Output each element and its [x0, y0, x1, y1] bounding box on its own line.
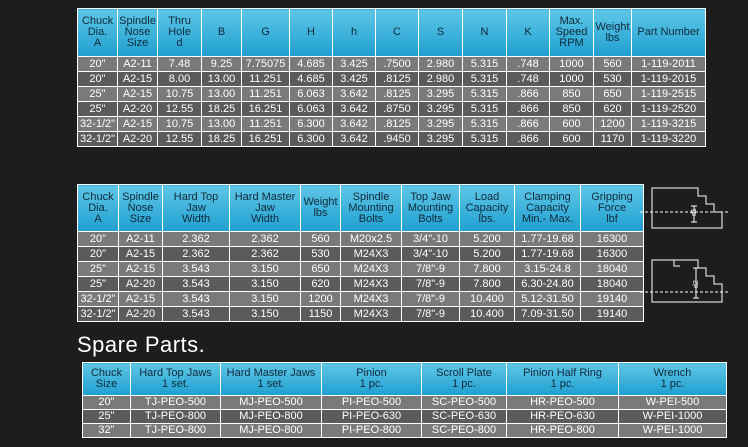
table-cell: 7.800 — [460, 277, 515, 292]
table-cell: 32-1/2" — [78, 292, 119, 307]
table-cell: 5.200 — [460, 232, 515, 247]
chuck-dimensions-table — [77, 8, 706, 147]
table-cell: HR-PEO-500 — [507, 396, 619, 410]
table-cell: A2-15 — [119, 262, 163, 277]
table-cell: M24X3 — [341, 292, 402, 307]
column-header: Chuck Dia. A — [78, 185, 119, 232]
table-cell: 3.642 — [333, 132, 376, 147]
table-row — [78, 232, 644, 247]
table-cell: 20" — [83, 396, 131, 410]
table-row — [83, 396, 727, 410]
table-cell: 6.063 — [290, 102, 333, 117]
table-cell: A2-20 — [118, 102, 158, 117]
table-cell: 7/8"-9 — [402, 277, 460, 292]
column-header: Part Number — [632, 9, 706, 57]
column-header: Weight lbs — [594, 9, 632, 57]
table-cell: 3.543 — [163, 307, 230, 322]
table-cell: A2-11 — [118, 57, 158, 72]
table-cell: 7.48 — [158, 57, 202, 72]
table-cell: .8125 — [376, 117, 419, 132]
table-cell: A2-15 — [118, 72, 158, 87]
table-cell: 7/8"-9 — [402, 307, 460, 322]
table-cell: .8750 — [376, 102, 419, 117]
table-cell: TJ-PEO-800 — [131, 424, 221, 438]
table-cell: 18.25 — [202, 132, 242, 147]
table-cell: 12.55 — [158, 102, 202, 117]
column-header: Hard Top Jaw Width — [163, 185, 230, 232]
table-cell: 3.150 — [230, 277, 301, 292]
table-cell: PI-PEO-500 — [322, 396, 422, 410]
table-cell: 3.425 — [333, 57, 376, 72]
column-header: Chuck Dia. A — [78, 9, 118, 57]
table-cell: 3.295 — [419, 132, 463, 147]
spare-parts-title: Spare Parts. — [77, 332, 206, 357]
table-cell: HR-PEO-800 — [507, 424, 619, 438]
table-cell: .866 — [507, 87, 550, 102]
table-cell: 3.425 — [333, 72, 376, 87]
table-cell: 3.642 — [333, 117, 376, 132]
jaw-dimension-diagram — [640, 180, 748, 320]
table-cell: 600 — [550, 132, 594, 147]
table-row — [78, 117, 706, 132]
table-cell: TJ-PEO-500 — [131, 396, 221, 410]
table-cell: 5.315 — [463, 132, 507, 147]
table-cell: .9450 — [376, 132, 419, 147]
table-cell: 5.200 — [460, 247, 515, 262]
table-cell: .7500 — [376, 57, 419, 72]
jaw-bottom-drawing — [640, 260, 730, 302]
table-row — [78, 262, 644, 277]
table-cell: .8125 — [376, 72, 419, 87]
table-cell: 10.75 — [158, 87, 202, 102]
table-cell: 3.295 — [419, 117, 463, 132]
table-cell: 11.251 — [242, 87, 290, 102]
table-cell: 1-119-2011 — [632, 57, 706, 72]
header-row — [83, 363, 727, 396]
table-cell: 20" — [78, 57, 118, 72]
table-cell: 16.251 — [242, 102, 290, 117]
column-header: Wrench 1 pc. — [619, 363, 727, 396]
table-cell: HR-PEO-630 — [507, 410, 619, 424]
table-cell: 18040 — [581, 277, 644, 292]
column-header: Load Capacity lbs. — [460, 185, 515, 232]
table-cell: 1170 — [594, 132, 632, 147]
column-header: Clamping Capacity Min.- Max. — [515, 185, 581, 232]
column-header: Hard Top Jaws 1 set. — [131, 363, 221, 396]
table-cell: 10.400 — [460, 292, 515, 307]
table-cell: 3/4"-10 — [402, 247, 460, 262]
table-cell: 12.55 — [158, 132, 202, 147]
table-cell: SC-PEO-800 — [422, 424, 507, 438]
table-cell: A2-15 — [119, 292, 163, 307]
table-cell: 2.980 — [419, 72, 463, 87]
table-cell: 530 — [301, 247, 341, 262]
table-cell: 1200 — [301, 292, 341, 307]
table-cell: 620 — [301, 277, 341, 292]
table-cell: 3.150 — [230, 307, 301, 322]
table-cell: M24X3 — [341, 307, 402, 322]
table-cell: 2.980 — [419, 57, 463, 72]
table-cell: .748 — [507, 72, 550, 87]
table-cell: MJ-PEO-800 — [221, 424, 322, 438]
table-cell: 1-119-3215 — [632, 117, 706, 132]
table-cell: 10.400 — [460, 307, 515, 322]
table-cell: .866 — [507, 117, 550, 132]
table-cell: 850 — [550, 87, 594, 102]
table-cell: A2-20 — [118, 132, 158, 147]
table-cell: 650 — [301, 262, 341, 277]
table-cell: 560 — [301, 232, 341, 247]
table-cell: 5.315 — [463, 72, 507, 87]
table-cell: 6.300 — [290, 132, 333, 147]
table-row — [78, 277, 644, 292]
table-cell: 3.642 — [333, 87, 376, 102]
column-header: H — [290, 9, 333, 57]
column-header: Scroll Plate 1 pc. — [422, 363, 507, 396]
table-cell: 5.315 — [463, 57, 507, 72]
table-cell: 2.362 — [230, 247, 301, 262]
table-cell: 7/8"-9 — [402, 292, 460, 307]
table-cell: 25" — [78, 102, 118, 117]
table-cell: 3/4"-10 — [402, 232, 460, 247]
column-header: Max. Speed RPM — [550, 9, 594, 57]
table-cell: 3.295 — [419, 87, 463, 102]
table-row — [83, 424, 727, 438]
table-cell: 7/8"-9 — [402, 262, 460, 277]
table-cell: 7.09-31.50 — [515, 307, 581, 322]
dimension-label-d2: d2 — [693, 280, 700, 288]
table-row — [78, 72, 706, 87]
table-cell: 2.362 — [230, 232, 301, 247]
table-cell: 3.15-24.8 — [515, 262, 581, 277]
header-row — [78, 9, 706, 57]
column-header: Hard Master Jaw Width — [230, 185, 301, 232]
table-cell: W-PEI-1000 — [619, 424, 727, 438]
column-header: Weight lbs — [301, 185, 341, 232]
table-cell: 4.685 — [290, 57, 333, 72]
table-cell: 1000 — [550, 72, 594, 87]
table-cell: 8.00 — [158, 72, 202, 87]
table-cell: 3.150 — [230, 262, 301, 277]
table-row — [78, 102, 706, 117]
table-cell: TJ-PEO-800 — [131, 410, 221, 424]
table-row — [78, 247, 644, 262]
table-cell: 3.642 — [333, 102, 376, 117]
table-body — [78, 57, 706, 147]
table-cell: PI-PEO-630 — [322, 410, 422, 424]
table-row — [78, 307, 644, 322]
column-header: Pinion Half Ring 1 pc. — [507, 363, 619, 396]
table-cell: 2.362 — [163, 247, 230, 262]
table-cell: 20" — [78, 247, 119, 262]
header-row — [78, 185, 644, 232]
table-cell: 11.251 — [242, 72, 290, 87]
table-row — [78, 57, 706, 72]
table-cell: 32-1/2" — [78, 307, 119, 322]
table-cell: 16300 — [581, 247, 644, 262]
table-cell: 600 — [550, 117, 594, 132]
table-cell: 9.25 — [202, 57, 242, 72]
table-row — [78, 292, 644, 307]
table-cell: MJ-PEO-500 — [221, 396, 322, 410]
table-cell: 19140 — [581, 292, 644, 307]
column-header: Spindle Nose Size — [119, 185, 163, 232]
table-cell: 1-119-2515 — [632, 87, 706, 102]
dimension-label-d1: d1 — [691, 208, 698, 216]
table-cell: A2-15 — [118, 87, 158, 102]
table-cell: 530 — [594, 72, 632, 87]
table-cell: 18040 — [581, 262, 644, 277]
table-cell: 1.77-19.68 — [515, 232, 581, 247]
table-cell: 3.543 — [163, 292, 230, 307]
table-cell: 32" — [83, 424, 131, 438]
spare-parts-table — [82, 362, 727, 438]
column-header: Hard Master Jaws 1 set. — [221, 363, 322, 396]
column-header: N — [463, 9, 507, 57]
table-cell: A2-15 — [119, 247, 163, 262]
table-cell: .748 — [507, 57, 550, 72]
table-cell: 19140 — [581, 307, 644, 322]
table-cell: 560 — [594, 57, 632, 72]
table-row — [78, 132, 706, 147]
column-header: Spindle Mounting Bolts — [341, 185, 402, 232]
table-cell: 7.800 — [460, 262, 515, 277]
table-cell: M20x2.5 — [341, 232, 402, 247]
table-cell: 6.30-24.80 — [515, 277, 581, 292]
table-cell: 1200 — [594, 117, 632, 132]
table-cell: 13.00 — [202, 72, 242, 87]
table-cell: 5.315 — [463, 117, 507, 132]
table-cell: 2.362 — [163, 232, 230, 247]
table-cell: 620 — [594, 102, 632, 117]
table-cell: 1000 — [550, 57, 594, 72]
table-cell: 25" — [83, 410, 131, 424]
table-cell: .8125 — [376, 87, 419, 102]
column-header: C — [376, 9, 419, 57]
table-cell: 13.00 — [202, 87, 242, 102]
table-cell: 20" — [78, 72, 118, 87]
table-cell: 11.251 — [242, 117, 290, 132]
table-cell: 4.685 — [290, 72, 333, 87]
column-header: Spindle Nose Size — [118, 9, 158, 57]
table-cell: 1.77-19.68 — [515, 247, 581, 262]
table-cell: 3.295 — [419, 102, 463, 117]
column-header: Pinion 1 pc. — [322, 363, 422, 396]
chuck-capacity-table — [77, 184, 644, 322]
table-cell: 5.315 — [463, 102, 507, 117]
column-header: Thru Hole d — [158, 9, 202, 57]
column-header: h — [333, 9, 376, 57]
table-cell: 25" — [78, 277, 119, 292]
jaw-top-drawing — [640, 188, 730, 228]
table-cell: A2-11 — [119, 232, 163, 247]
table-cell: 5.315 — [463, 87, 507, 102]
table-body — [78, 232, 644, 322]
table-cell: A2-20 — [119, 307, 163, 322]
table-cell: 13.00 — [202, 117, 242, 132]
table-cell: PI-PEO-800 — [322, 424, 422, 438]
table-cell: 3.543 — [163, 277, 230, 292]
table-cell: 1-119-3220 — [632, 132, 706, 147]
table-cell: SC-PEO-630 — [422, 410, 507, 424]
column-header: S — [419, 9, 463, 57]
table-cell: 850 — [550, 102, 594, 117]
table-cell: 650 — [594, 87, 632, 102]
table-cell: .866 — [507, 102, 550, 117]
table-cell: M24X3 — [341, 262, 402, 277]
table-cell: 6.063 — [290, 87, 333, 102]
table-cell: 18.25 — [202, 102, 242, 117]
table-cell: 6.300 — [290, 117, 333, 132]
table-cell: 32-1/2" — [78, 132, 118, 147]
table-cell: 7.75075 — [242, 57, 290, 72]
table-cell: M24X3 — [341, 247, 402, 262]
table-cell: .866 — [507, 132, 550, 147]
column-header: Gripping Force lbf — [581, 185, 644, 232]
column-header: G — [242, 9, 290, 57]
column-header: Top Jaw Mounting Bolts — [402, 185, 460, 232]
table-cell: 25" — [78, 262, 119, 277]
table-cell: 10.75 — [158, 117, 202, 132]
table-cell: 20" — [78, 232, 119, 247]
column-header: K — [507, 9, 550, 57]
table-cell: 32-1/2" — [78, 117, 118, 132]
table-cell: A2-20 — [119, 277, 163, 292]
table-cell: W-PEI-1000 — [619, 410, 727, 424]
table-cell: MJ-PEO-800 — [221, 410, 322, 424]
table-cell: 16300 — [581, 232, 644, 247]
table-cell: 25" — [78, 87, 118, 102]
table-cell: 3.150 — [230, 292, 301, 307]
table-row — [78, 87, 706, 102]
table-body — [83, 396, 727, 438]
table-cell: 1150 — [301, 307, 341, 322]
column-header: Chuck Size — [83, 363, 131, 396]
table-row — [83, 410, 727, 424]
table-cell: 1-119-2015 — [632, 72, 706, 87]
table-cell: 1-119-2520 — [632, 102, 706, 117]
column-header: B — [202, 9, 242, 57]
table-cell: 5.12-31.50 — [515, 292, 581, 307]
table-cell: 16.251 — [242, 132, 290, 147]
table-cell: M24X3 — [341, 277, 402, 292]
table-cell: 3.543 — [163, 262, 230, 277]
table-cell: SC-PEO-500 — [422, 396, 507, 410]
table-cell: A2-15 — [118, 117, 158, 132]
table-cell: W-PEI-500 — [619, 396, 727, 410]
